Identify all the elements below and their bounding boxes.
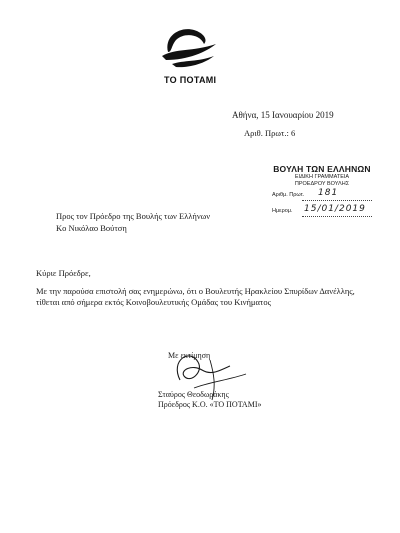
addressee-line1: Προς τον Πρόεδρο της Βουλής των Ελλήνων [56,211,211,221]
signer-title: Πρόεδρος Κ.Ο. «ΤΟ ΠΟΤΑΜΙ» [158,400,262,409]
stamp-sub2: ΠΡΟΕΔΡΟΥ ΒΟΥΛΗΣ [294,181,350,187]
salutation: Κύριε Πρόεδρε, [36,268,91,278]
stamp-number-label: Αριθμ. Πρωτ. [272,192,305,198]
letter-body: Με την παρούσα επιστολή σας ενημερώνω, ότι ο Βουλευτής Ηρακλείου Σπυρίδων Δανέλλης, τίθεται από σήμερα εκτός Κοινοβουλευτικής Ομάδας του Κινήματος [36,286,355,307]
addressee-line2: Κο Νικόλαο Βούτση [56,223,127,233]
signature-block [158,390,262,410]
stamp-number-value: 181 [318,188,339,198]
stamp-date-value: 15/01/2019 [304,204,366,214]
river-wave-logo-icon [158,22,220,74]
stamp-title: ΒΟΥΛΗ ΤΩΝ ΕΛΛΗΝΩΝ [273,164,371,174]
stamp-sub1: ΕΙΔΙΚΗ ΓΡΑΜΜΑΤΕΙΑ [294,174,350,180]
stamp-number-row [272,188,372,204]
protocol-number: Αριθ. Πρωτ.: 6 [244,128,296,138]
brand-name: ΤΟ ΠΟΤΑΜΙ [164,75,217,85]
stamp-date-row [272,204,372,220]
parliament-stamp [272,164,372,220]
addressee [56,210,210,234]
closing: Με εκτίμηση [168,351,211,360]
signer-name: Σταύρος Θεοδωράκης [158,390,229,399]
stamp-date-label: Ημερομ. [272,208,293,214]
date-line: Αθήνα, 15 Ιανουαρίου 2019 [232,110,334,120]
